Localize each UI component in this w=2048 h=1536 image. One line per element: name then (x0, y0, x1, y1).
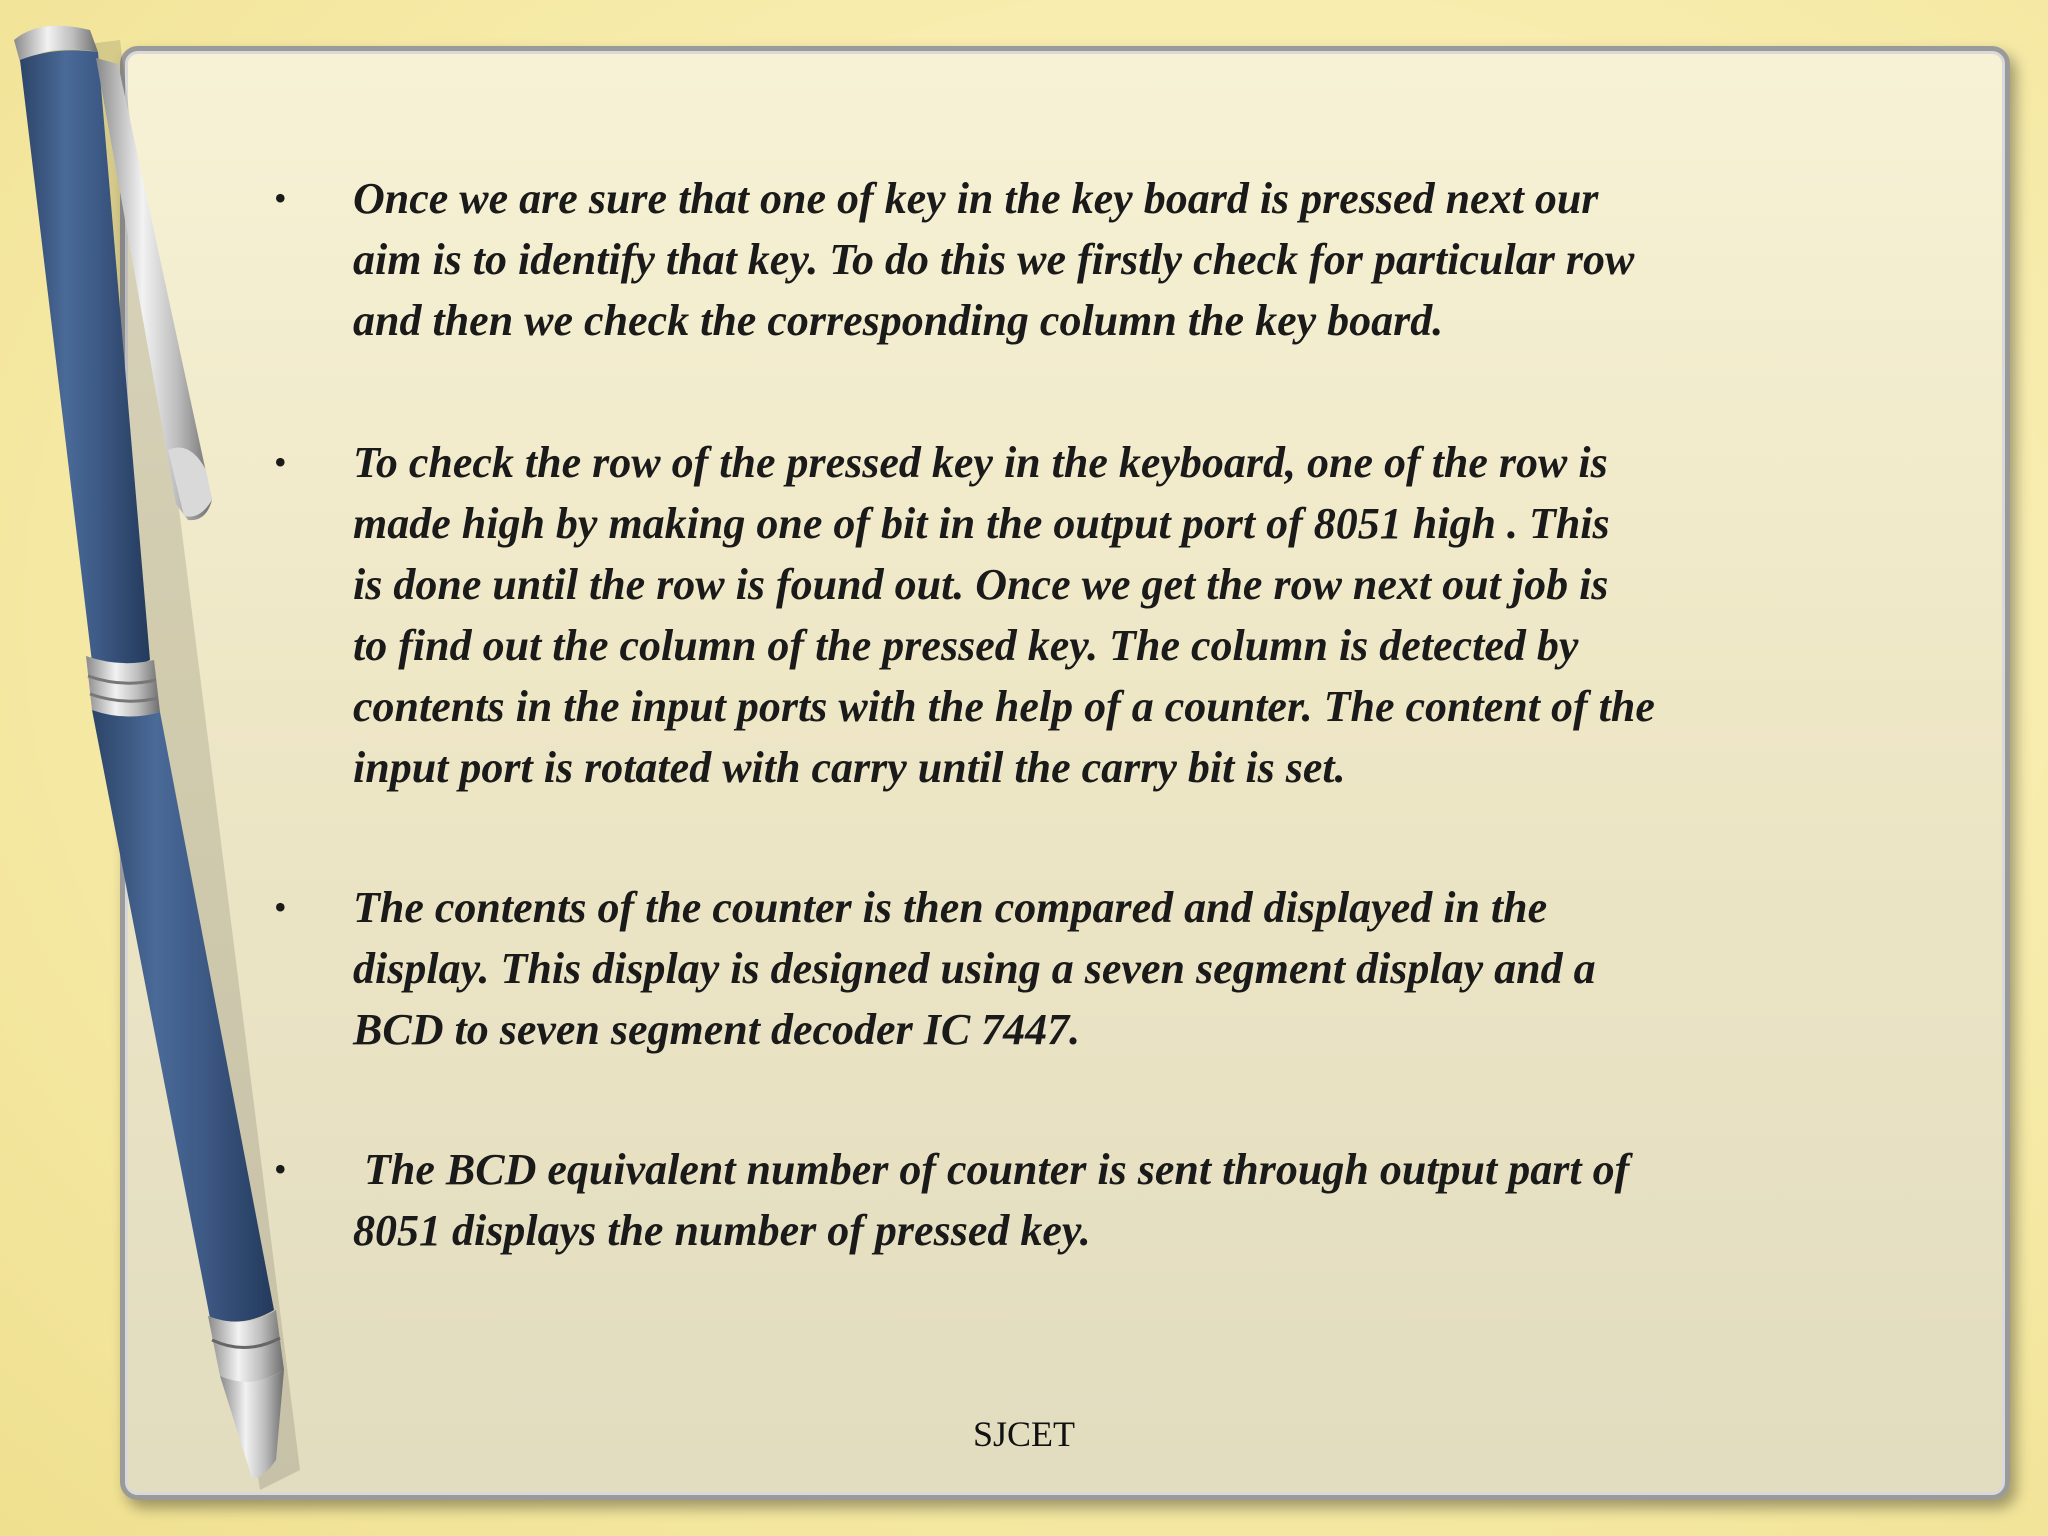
bullet-line: aim is to identify that key. To do this we firstly check for particular row (353, 235, 1635, 284)
bullet-line: and then we check the corresponding column the key board. (353, 296, 1444, 345)
bullet-line: To check the row of the pressed key in the keyboard, one of the row is (353, 438, 1608, 487)
bullet-line: contents in the input ports with the help of a counter. The content of the (353, 682, 1655, 731)
bullet-marker: • (274, 442, 287, 482)
bullet-item (270, 168, 1890, 351)
bullet-line: made high by making one of bit in the output port of 8051 high . This (353, 499, 1610, 548)
bullet-marker: • (274, 1149, 287, 1189)
bullet-line: input port is rotated with carry until the carry bit is set. (353, 743, 1346, 792)
bullet-line: 8051 displays the number of pressed key. (353, 1206, 1091, 1255)
bullet-item (270, 1139, 1890, 1261)
bullet-line: The contents of the counter is then compared and displayed in the (353, 883, 1548, 932)
bullet-line: is done until the row is found out. Once we get the row next out job is (353, 560, 1609, 609)
bullet-line: BCD to seven segment decoder IC 7447. (353, 1005, 1081, 1054)
bullet-line: to find out the column of the pressed key. The column is detected by (353, 621, 1579, 670)
bullet-item (270, 877, 1890, 1060)
bullet-marker: • (274, 887, 287, 927)
footer-label: SJCET (972, 1414, 1076, 1454)
bullet-line: Once we are sure that one of key in the key board is pressed next our (353, 174, 1599, 223)
bullet-item (270, 432, 1890, 798)
bullet-line: display. This display is designed using a seven segment display and a (353, 944, 1596, 993)
bullet-list (270, 168, 1890, 1261)
bullet-line: The BCD equivalent number of counter is sent through output part of (353, 1145, 1630, 1194)
bullet-marker: • (274, 178, 287, 218)
